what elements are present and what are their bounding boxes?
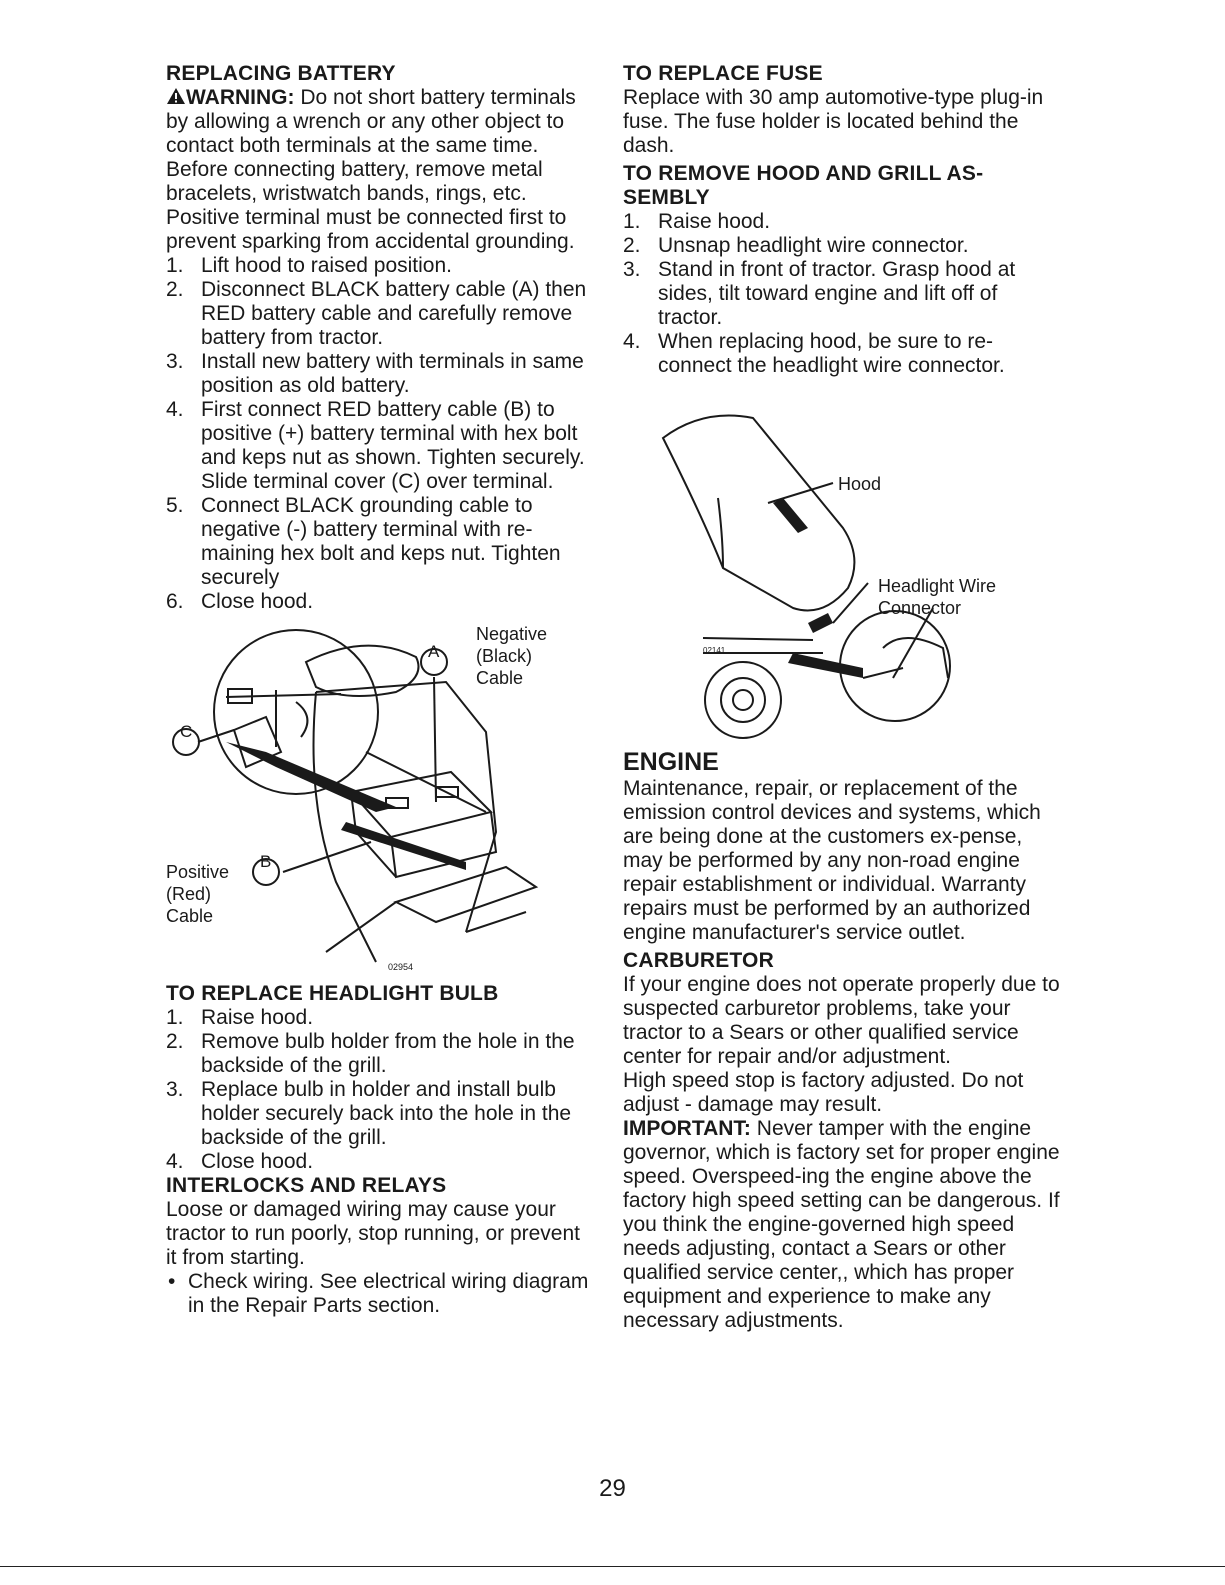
- positive-label-1: Positive: [166, 862, 230, 883]
- fuse-heading: TO REPLACE FUSE: [623, 62, 823, 85]
- positive-label-3: Cable: [166, 906, 214, 927]
- warning-text: Do not short battery terminals by allowing a wrench or any other object to contact both terminals at the same time. Before connecting battery, remove metal bracelets, wristwatch bands, rings, etc.: [166, 86, 576, 206]
- interlocks-bullets: [166, 1270, 596, 1318]
- footer-rule: [0, 1566, 1225, 1567]
- list-item: 3. Install new battery with terminals in same position as old battery.: [166, 350, 584, 398]
- interlocks-heading: INTERLOCKS AND RELAYS: [166, 1174, 447, 1198]
- callout-c: C: [180, 722, 193, 742]
- positive-note: Positive terminal must be connected first to prevent sparking from accidental grounding.: [166, 206, 575, 254]
- list-item: 4. When replacing hood, be sure to re-connect the headlight wire connector.: [623, 330, 1005, 378]
- list-item: 5. Connect BLACK grounding cable to negative (-) battery terminal with re-maining hex bolt and keps nut. Tighten securely: [166, 494, 561, 590]
- hood-heading-line2: SEMBLY: [623, 186, 710, 210]
- hood-heading-line1: TO REMOVE HOOD AND GRILL AS-: [623, 162, 984, 186]
- carburetor-important: [623, 1117, 1063, 1333]
- list-item: 4. First connect RED battery cable (B) to positive (+) battery terminal with hex bolt and keps nut as shown. Tighten securely. Slide terminal cover (C) over terminal.: [166, 398, 585, 494]
- list-item: 2. Unsnap headlight wire connector.: [623, 234, 969, 258]
- list-item: 1. Raise hood.: [623, 210, 771, 234]
- wire-label-1: Headlight Wire: [878, 576, 997, 597]
- hood-steps: [623, 210, 1063, 378]
- battery-figure: [166, 602, 596, 982]
- callout-b: B: [260, 852, 272, 872]
- figure-code: 02141: [703, 646, 726, 656]
- right-column: [623, 62, 1063, 1333]
- positive-label-2: (Red): [166, 884, 212, 905]
- carburetor-heading: CARBURETOR: [623, 949, 774, 973]
- left-column: [166, 62, 596, 1318]
- list-item: 1. Lift hood to raised position.: [166, 254, 452, 278]
- list-item: 2. Disconnect BLACK battery cable (A) then RED battery cable and carefully remove battery from tractor.: [166, 278, 587, 350]
- battery-steps: [166, 254, 596, 614]
- page-number: 29: [599, 1475, 626, 1502]
- engine-text: Maintenance, repair, or replacement of the emission control devices and systems, which are being done at the customers ex-pense, may be performed by any non-road engine repair establishment or individual. Warranty repairs must be performed by an authorized engine manufacturer's service outlet.: [623, 777, 1041, 945]
- battery-heading: REPLACING BATTERY: [166, 62, 396, 85]
- hood-illustration: [623, 378, 1063, 748]
- list-item: 6. Close hood.: [166, 590, 314, 614]
- list-item: 2. Remove bulb holder from the hole in the backside of the grill.: [166, 1030, 575, 1078]
- list-item: 1. Raise hood.: [166, 1006, 314, 1030]
- fuse-text: Replace with 30 amp automotive-type plug-in fuse. The fuse holder is located behind the dash.: [623, 86, 1044, 158]
- list-item: 3. Stand in front of tractor. Grasp hood at sides, tilt toward engine and lift off of tractor.: [623, 258, 1016, 330]
- headlight-heading: TO REPLACE HEADLIGHT BULB: [166, 982, 499, 1006]
- wire-label-2: Connector: [878, 598, 962, 619]
- warning-icon: [166, 86, 186, 109]
- hood-figure: [623, 378, 1063, 748]
- list-item: 4. Close hood.: [166, 1150, 314, 1174]
- negative-label-1: Negative: [476, 624, 548, 645]
- negative-label-3: Cable: [476, 668, 524, 689]
- headlight-steps: [166, 1006, 596, 1174]
- important-text: Never tamper with the engine governor, which is factory set for proper engine speed. Overspeed-ing the engine above the factory high speed setting can be dangerous. If you think the engine-governed high speed needs adjusting, contact a Sears or other qualified service center,, which has proper equipment and experience to make any necessary adjustments.: [623, 1117, 1060, 1333]
- battery-warning: [166, 86, 596, 206]
- hood-label: Hood: [838, 474, 882, 495]
- interlocks-text: Loose or damaged wiring may cause your tractor to run poorly, stop running, or prevent it from starting.: [166, 1198, 580, 1270]
- figure-code: 02954: [388, 962, 414, 973]
- negative-label-2: (Black): [476, 646, 533, 667]
- callout-a: A: [428, 642, 440, 662]
- list-item: 3. Replace bulb in holder and install bulb holder securely back into the hole in the backside of the grill.: [166, 1078, 572, 1150]
- carburetor-text-2: High speed stop is factory adjusted. Do not adjust - damage may result.: [623, 1069, 1024, 1117]
- carburetor-text-1: If your engine does not operate properly due to suspected carburetor problems, take your tractor to a Sears or other qualified service center for repair and/or adjustment.: [623, 973, 1060, 1069]
- warning-label: WARNING:: [186, 86, 295, 110]
- engine-heading: ENGINE: [623, 748, 719, 777]
- important-label: IMPORTANT:: [623, 1117, 751, 1141]
- list-item: • Check wiring. See electrical wiring diagram in the Repair Parts section.: [168, 1270, 589, 1318]
